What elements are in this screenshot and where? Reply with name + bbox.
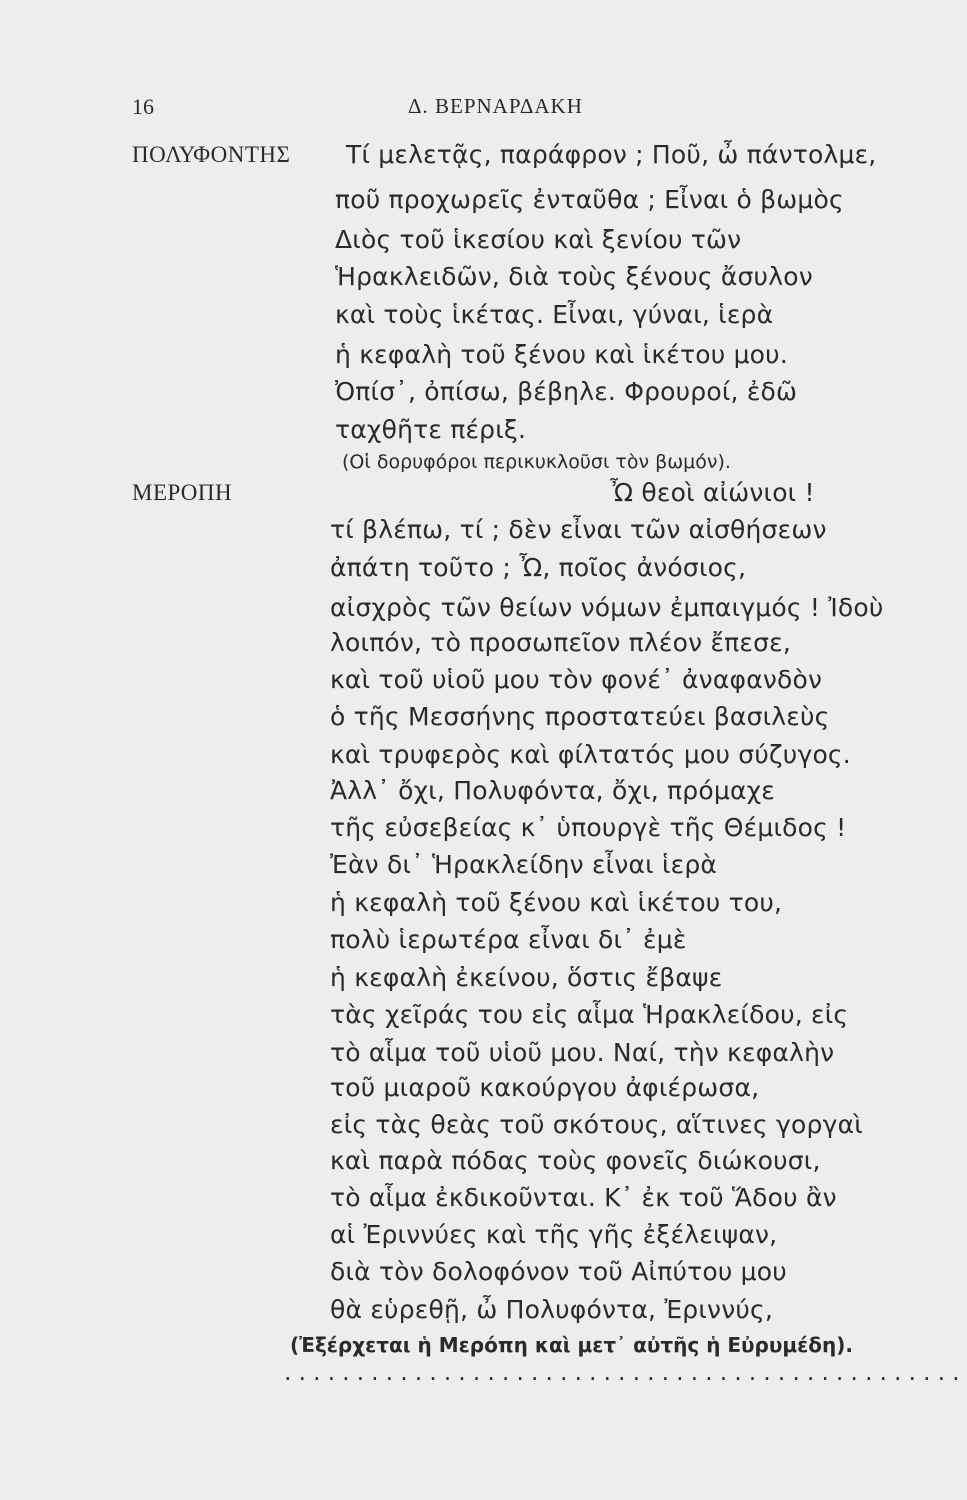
verse-line: Ὀπίσ᾽, ὀπίσω, βέβηλε. Φρουροί, ἐδῶ: [335, 377, 798, 406]
running-head: Δ. ΒΕΡΝΑΡΔΑΚΗ: [408, 94, 583, 118]
verse-line: τὸ αἷμα ἐκδικοῦνται. Κ᾽ ἐκ τοῦ Ἅδου ἂν: [330, 1183, 837, 1212]
verse-line: ἀπάτη τοῦτο ; Ὦ, ποῖος ἀνόσιος,: [330, 553, 747, 582]
speaker-polyphontes: ΠΟΛΥΦΟΝΤΗΣ: [132, 142, 291, 167]
verse-line: καὶ τοὺς ἱκέτας. Εἶναι, γύναι, ἱερὰ: [335, 300, 774, 329]
verse-line: αἱ Ἐριννύες καὶ τῆς γῆς ἐξέλειψαν,: [330, 1220, 778, 1249]
stage-direction: (Οἱ δορυφόροι περικυκλοῦσι τὸν βωμόν).: [342, 451, 731, 473]
verse-line: τί βλέπω, τί ; δὲν εἶναι τῶν αἰσθήσεων: [330, 515, 827, 544]
verse-line: καὶ τρυφερὸς καὶ φίλτατός μου σύζυγος.: [330, 740, 851, 769]
verse-line: Ἐὰν δι᾽ Ἡρακλείδην εἶναι ἱερὰ: [330, 850, 718, 879]
speaker-merope: ΜΕΡΟΠΗ: [132, 480, 233, 505]
verse-line: Ὦ θεοὶ αἰώνιοι !: [610, 478, 815, 507]
verse-line: εἰς τὰς θεὰς τοῦ σκότους, αἵτινες γοργαὶ: [330, 1110, 863, 1139]
verse-line: ἡ κεφαλὴ τοῦ ξένου καὶ ἱκέτου μου.: [335, 340, 788, 369]
verse-line: ταχθῆτε πέριξ.: [335, 415, 527, 444]
verse-line: αἰσχρὸς τῶν θείων νόμων ἐμπαιγμός ! Ἰδοὺ: [330, 593, 884, 622]
verse-line: ποῦ προχωρεῖς ἐνταῦθα ; Εἶναι ὁ βωμὸς: [335, 185, 844, 214]
verse-line: πολὺ ἱερωτέρα εἶναι δι᾽ ἐμὲ: [330, 925, 687, 954]
verse-line: τοῦ μιαροῦ κακούργου ἀφιέρωσα,: [330, 1073, 760, 1102]
verse-line: διὰ τὸν δολοφόνον τοῦ Αἰπύτου μου: [330, 1257, 787, 1286]
ellipsis-divider: ...............................................: [282, 1362, 965, 1385]
verse-line: τὸ αἷμα τοῦ υἱοῦ μου. Ναί, τὴν κεφαλὴν: [330, 1038, 835, 1067]
verse-line: θὰ εὑρεθῇ, ὦ Πολυφόντα, Ἐριννύς,: [330, 1295, 774, 1324]
page-header: [0, 88, 967, 128]
verse-line: ἡ κεφαλὴ τοῦ ξένου καὶ ἱκέτου του,: [330, 888, 783, 917]
verse-line: τῆς εὐσεβείας κ᾽ ὑπουργὲ τῆς Θέμιδος !: [330, 813, 847, 842]
page-number: 16: [132, 94, 154, 119]
verse-line: Ἡρακλειδῶν, διὰ τοὺς ξένους ἄσυλον: [335, 262, 813, 291]
verse-line: ὁ τῆς Μεσσήνης προστατεύει βασιλεὺς: [330, 702, 830, 731]
verse-line: Διὸς τοῦ ἱκεσίου καὶ ξενίου τῶν: [335, 225, 742, 254]
stage-direction: (Ἐξέρχεται ἡ Μερόπη καὶ μετ᾽ αὐτῆς ἡ Εὐρυμέδη).: [290, 1333, 853, 1357]
verse-line: Ἀλλ᾽ ὄχι, Πολυφόντα, ὄχι, πρόμαχε: [330, 776, 776, 805]
verse-line: ἡ κεφαλὴ ἐκείνου, ὅστις ἔβαψε: [330, 963, 723, 992]
verse-line: καὶ παρὰ πόδας τοὺς φονεῖς διώκουσι,: [330, 1146, 821, 1175]
verse-line: λοιπόν, τὸ προσωπεῖον πλέον ἔπεσε,: [330, 628, 792, 657]
verse-line: καὶ τοῦ υἱοῦ μου τὸν φονέ᾽ ἀναφανδὸν: [330, 665, 823, 694]
verse-line: Τί μελετᾷς, παράφρον ; Ποῦ, ὦ πάντολμε,: [346, 140, 877, 169]
verse-line: τὰς χεῖράς του εἰς αἷμα Ἡρακλείδου, εἰς: [330, 1000, 849, 1029]
